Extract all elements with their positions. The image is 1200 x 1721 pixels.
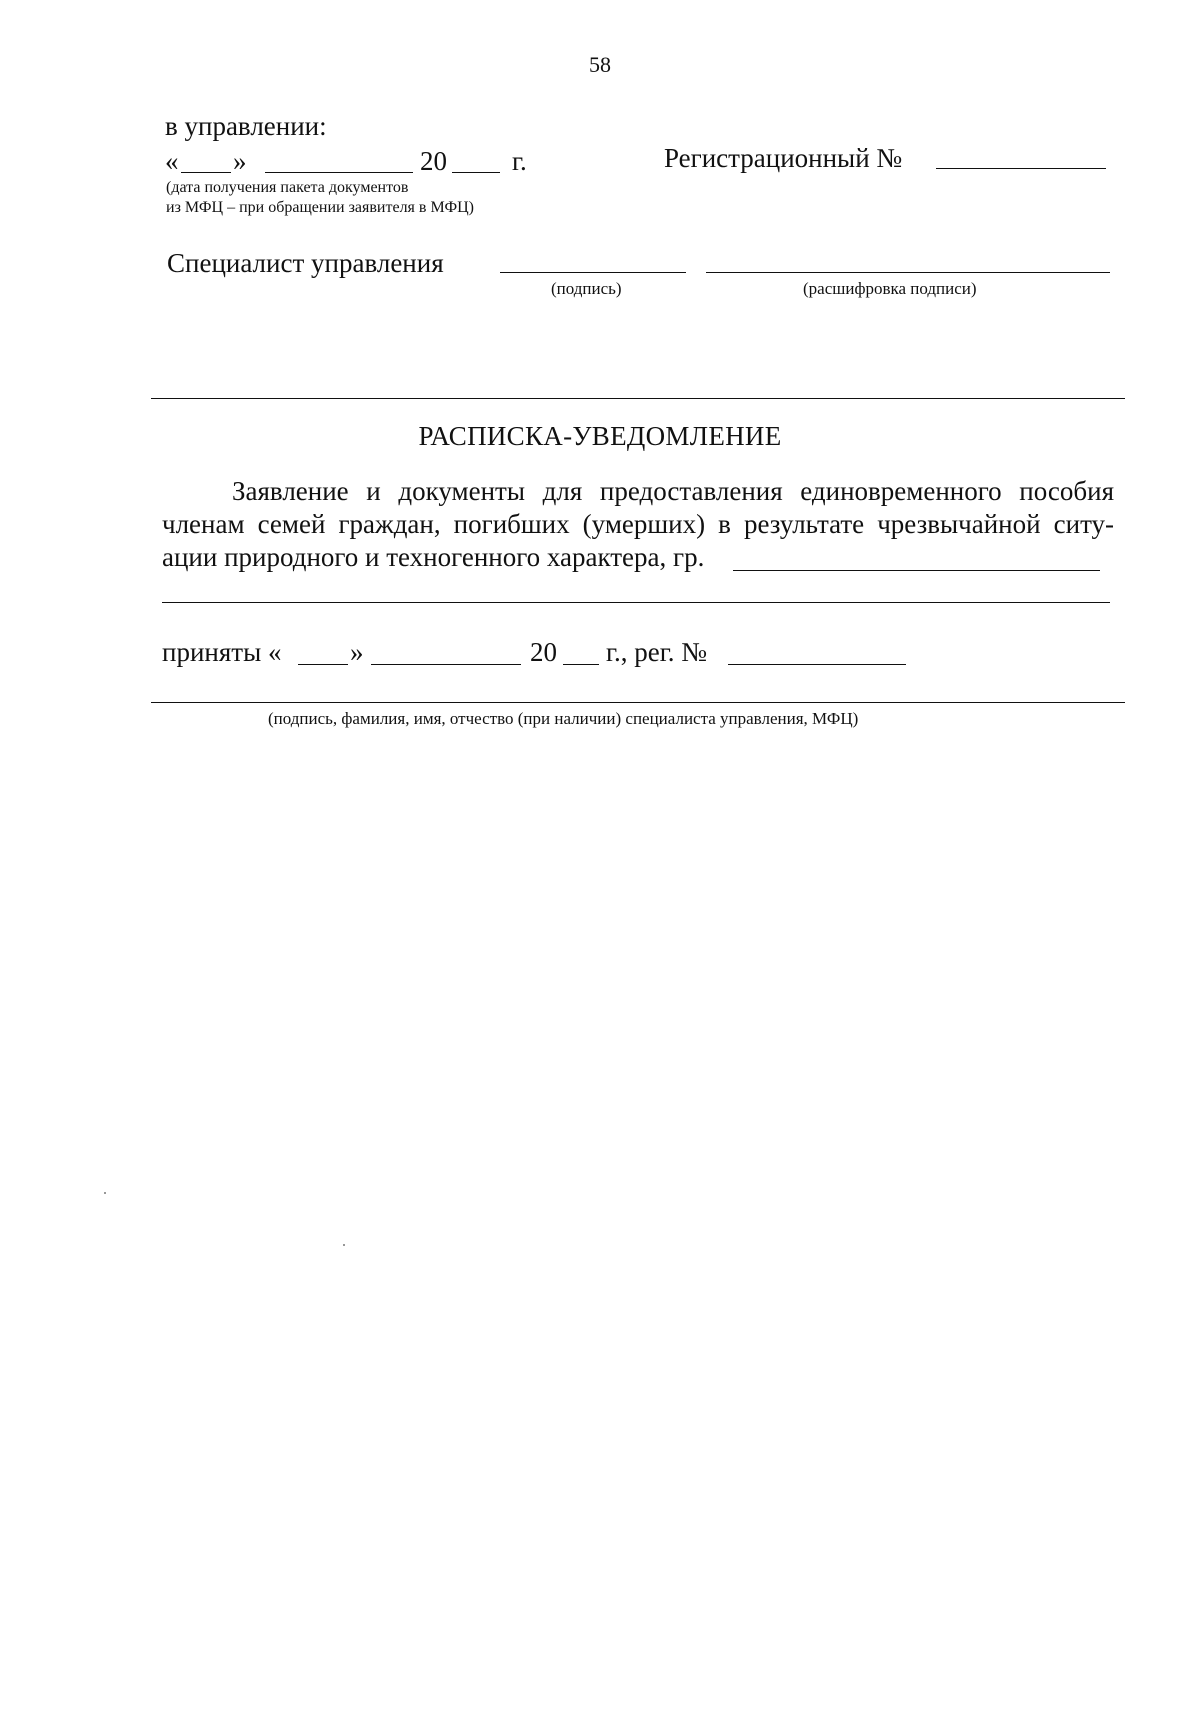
date-note-line1: (дата получения пакета документов [166,179,409,196]
date-quote-close: » [233,146,247,176]
specialist-signature-field[interactable] [500,272,686,273]
accepted-quote-close: » [350,637,364,667]
bottom-signature-field[interactable] [151,702,1125,703]
registration-number-field[interactable] [936,168,1106,169]
receipt-text-line3: ации природного и техногенного характера, гр. [162,542,705,572]
specialist-decoding-field[interactable] [706,272,1110,273]
specialist-label: Специалист управления [167,248,444,278]
accepted-year-field[interactable] [563,664,599,665]
date-year-suffix: г. [512,146,527,176]
accepted-day-field[interactable] [298,664,348,665]
signature-caption: (подпись) [551,279,622,298]
decoding-caption: (расшифровка подписи) [803,279,977,298]
accepted-year-prefix: 20 [530,637,557,667]
in-office-label: в управлении: [165,111,327,141]
receipt-text-line1: Заявление и документы для предоставления единовременного пособия [232,476,1114,506]
date-note-line2: из МФЦ – при обращении заявителя в МФЦ) [166,199,474,216]
accepted-label: приняты « [162,637,282,667]
citizen-name-field-continued[interactable] [162,602,1110,603]
accepted-month-field[interactable] [371,664,521,665]
citizen-name-field[interactable] [733,570,1100,571]
date-month-field[interactable] [265,172,413,173]
scan-speck [104,1192,106,1194]
date-day-field[interactable] [181,172,231,173]
accepted-reg-number-field[interactable] [728,664,906,665]
receipt-text-line2: членам семей граждан, погибших (умерших) в результате чрезвычайной ситу- [162,509,1114,539]
date-quote-open: « [165,146,179,176]
bottom-caption: (подпись, фамилия, имя, отчество (при наличии) специалиста управления, МФЦ) [268,709,859,728]
page-number: 58 [589,52,611,77]
registration-label: Регистрационный № [664,143,903,173]
date-year-prefix: 20 [420,146,447,176]
cut-line [151,398,1125,399]
date-year-field[interactable] [452,172,500,173]
receipt-title: РАСПИСКА-УВЕДОМЛЕНИЕ [418,421,782,451]
accepted-year-suffix: г., рег. № [606,637,708,667]
scan-speck [343,1244,345,1246]
